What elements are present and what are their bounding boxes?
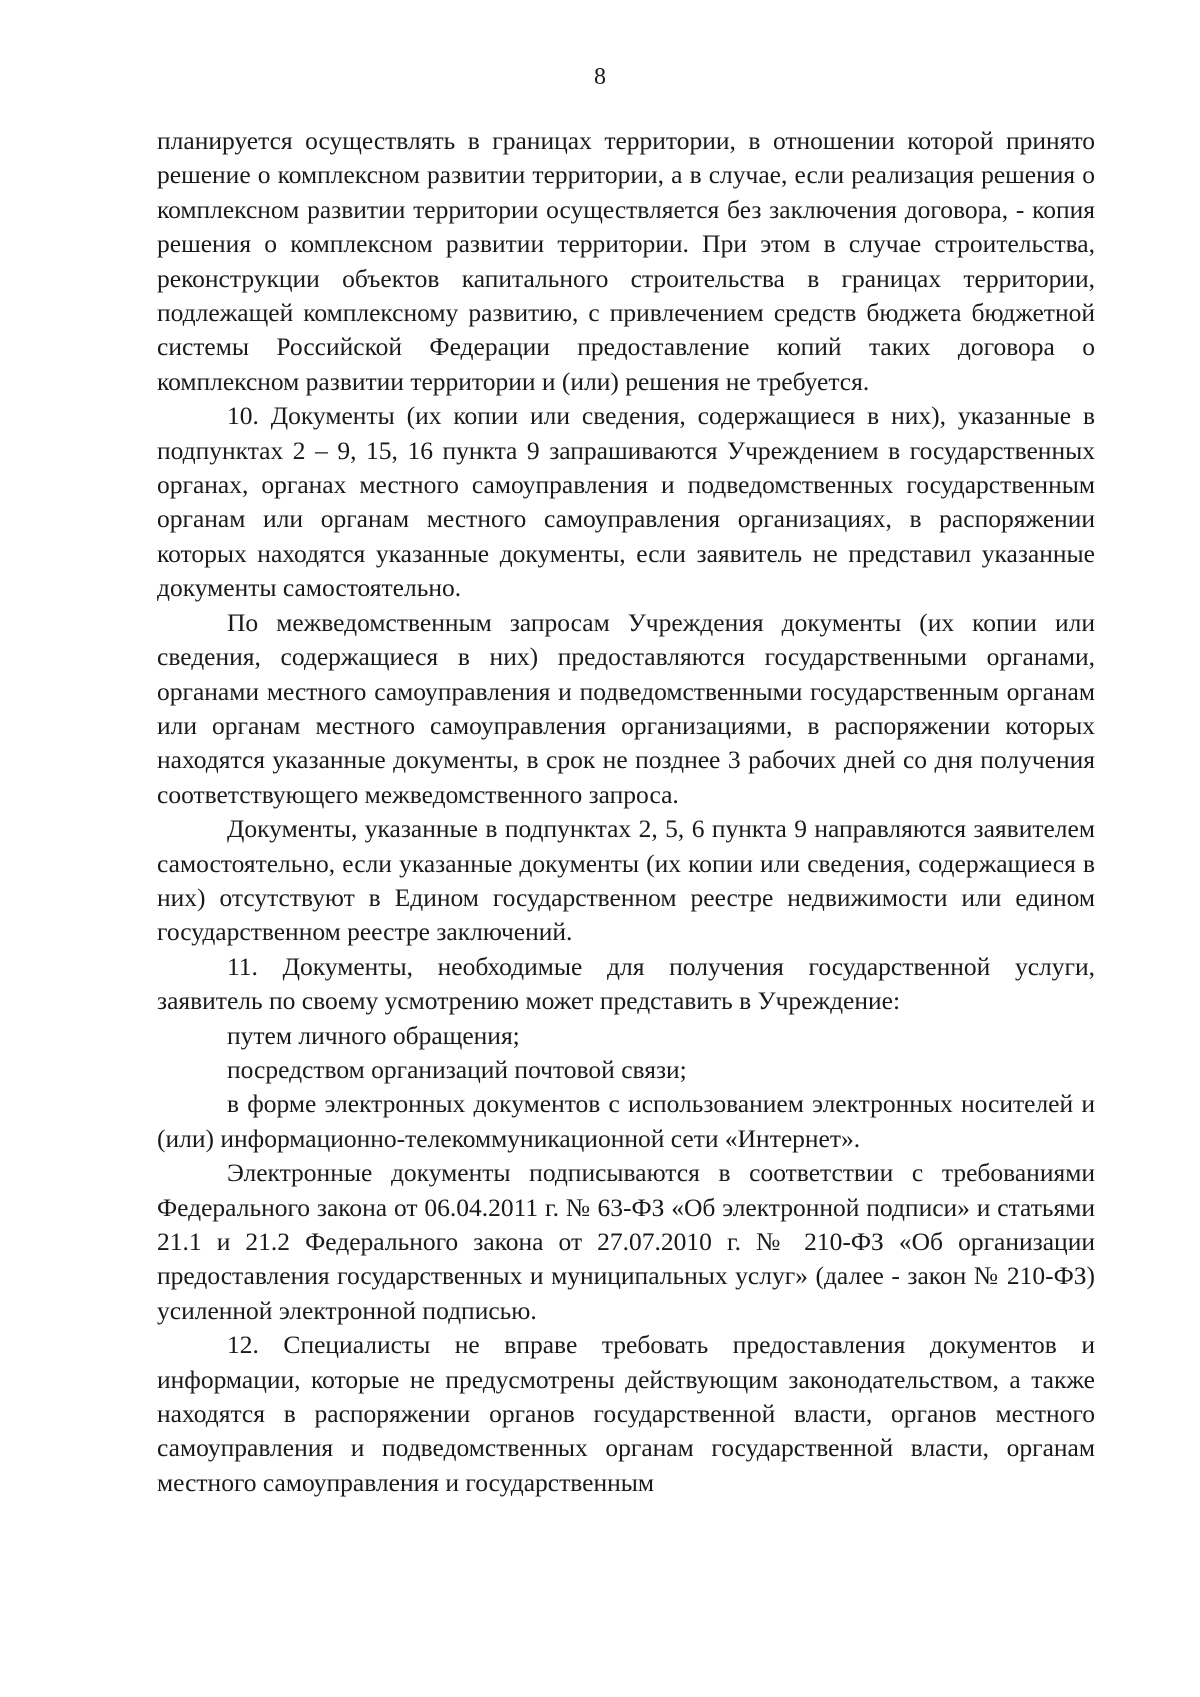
paragraph-continuation: планируется осуществлять в границах территории, в отношении которой принято решение о комплексном развитии территории, а в случае, если реализация решения о комплексном развитии территории осуществляется без заключения договора, - копия решения о комплексном развитии территории. При этом в случае строительства, реконструкции объектов капитального строительства в границах территории, подлежащей комплексному развитию, с привлечением средств бюджета бюджетной системы Российской Федерации предоставление копий таких договора о комплексном развитии территории и (или) решения не требуется. xyxy=(157,126,1095,396)
page-number: 8 xyxy=(594,64,606,90)
document-body xyxy=(157,124,1095,1500)
paragraph-item-11-personal: путем личного обращения; xyxy=(227,1020,520,1050)
paragraph-interagency-requests: По межведомственным запросам Учреждения документы (их копии или сведения, содержащиеся в них) предоставляются государственными органами, органами местного самоуправления и подведомственными государственным органам или органам местного самоуправления организациями, в распоряжении которых находятся указанные документы, в срок не позднее 3 рабочих дней со дня получения соответствующего межведомственного запроса. xyxy=(157,607,1095,809)
paragraph-item-11: 11. Документы, необходимые для получения государственной услуги, заявитель по своему усмотрению может представить в Учреждение: xyxy=(157,951,1095,1016)
paragraph-self-submission: Документы, указанные в подпунктах 2, 5, 6 пункта 9 направляются заявителем самостоятельно, если указанные документы (их копии или сведения, содержащиеся в них) отсутствуют в Едином государственном реестре недвижимости или едином государственном реестре заключений. xyxy=(157,814,1095,947)
paragraph-item-10: 10. Документы (их копии или сведения, содержащиеся в них), указанные в подпунктах 2 – 9, 15, 16 пункта 9 запрашиваются Учреждением в государственных органах, органах местного самоуправления и подведомственных государственным органам или органам местного самоуправления организациях, в распоряжении которых находятся указанные документы, если заявитель не представил указанные документы самостоятельно. xyxy=(157,401,1095,603)
paragraph-electronic-signature: Электронные документы подписываются в соответствии с требованиями Федерального закона от 06.04.2011 г. № 63-ФЗ «Об электронной подписи» и статьями 21.1 и 21.2 Федерального закона от 27.07.2010 г. № 210-ФЗ «Об организации предоставления государственных и муниципальных услуг» (далее - закон № 210-ФЗ) усиленной электронной подписью. xyxy=(157,1158,1095,1325)
paragraph-item-11-electronic: в форме электронных документов с использованием электронных носителей и (или) информационно-телекоммуникационной сети «Интернет». xyxy=(157,1089,1095,1153)
paragraph-item-12: 12. Специалисты не вправе требовать предоставления документов и информации, которые не предусмотрены действующим законодательством, а также находятся в распоряжении органов государственной власти, органов местного самоуправления и подведомственных органам государственной власти, органам местного самоуправления и государственным xyxy=(157,1330,1095,1497)
paragraph-item-11-post: посредством организаций почтовой связи; xyxy=(227,1054,687,1084)
